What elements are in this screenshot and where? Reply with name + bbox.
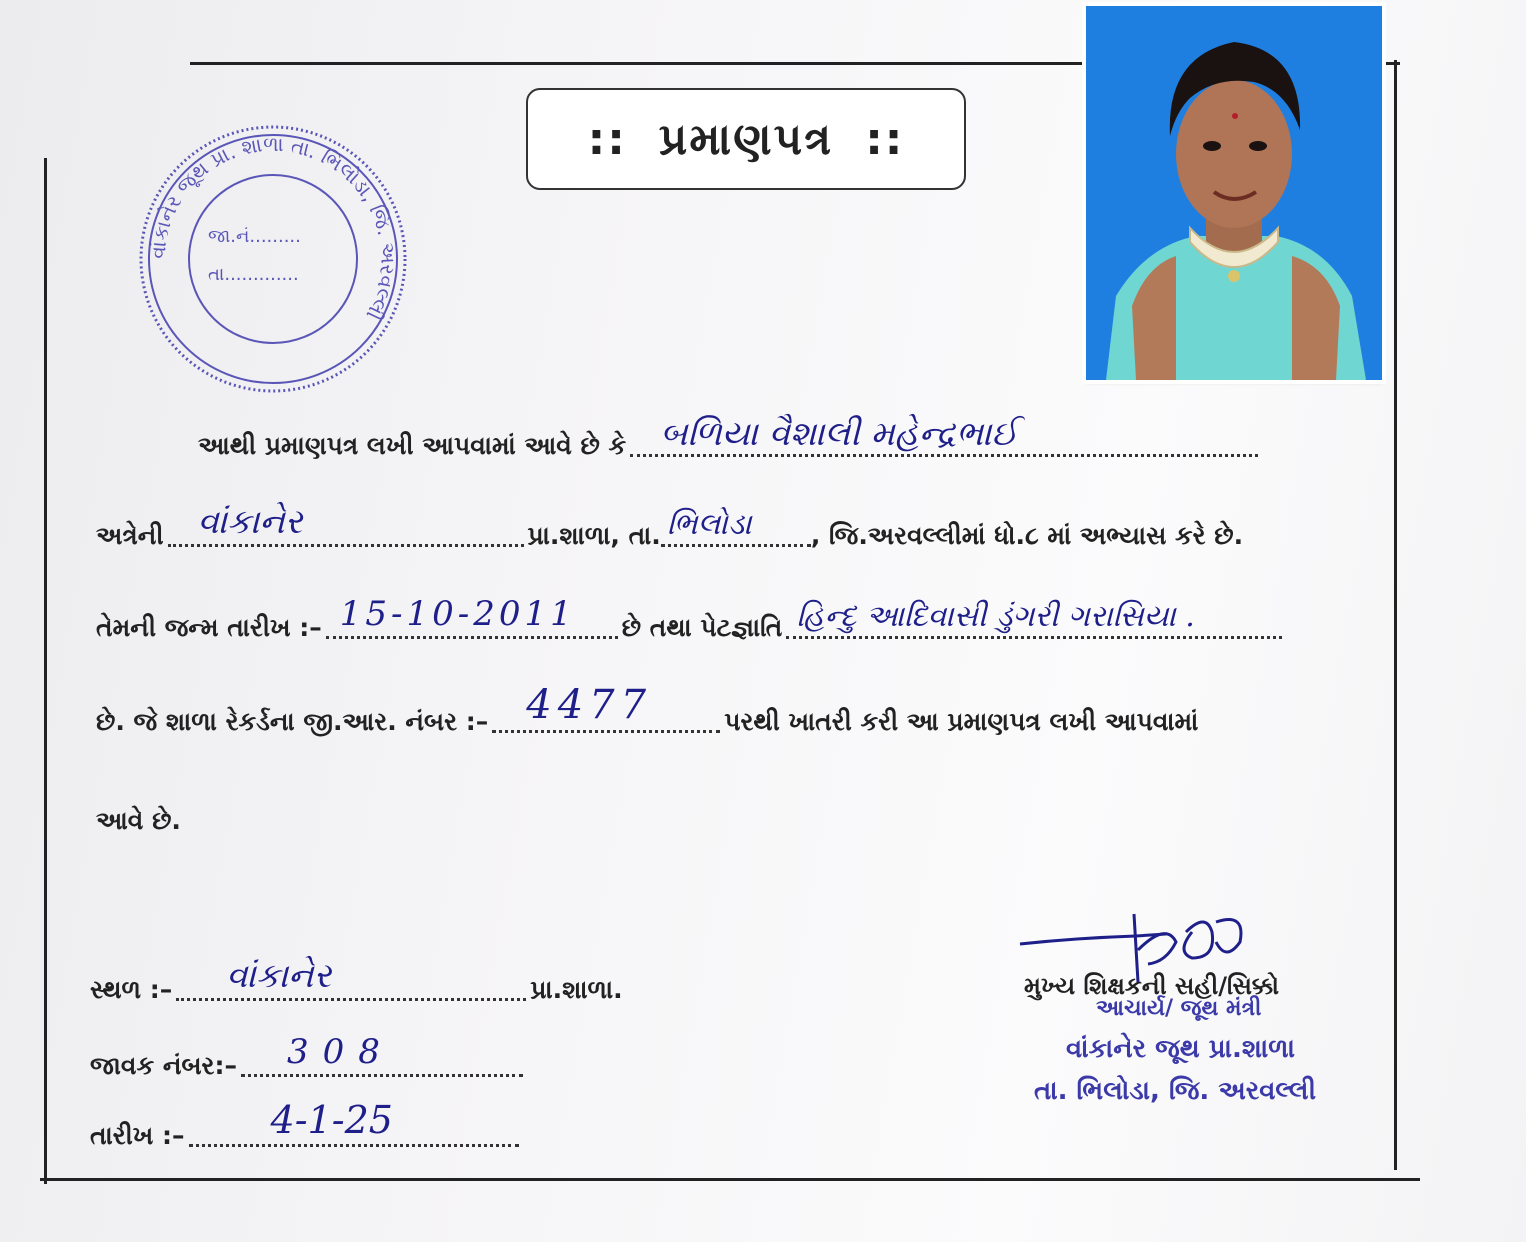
date: 4-1-25 — [270, 1098, 393, 1142]
line3-mid: છે તથા પેટજ્ઞાતિ — [621, 613, 783, 642]
line-3 — [96, 594, 1286, 643]
stamp-line-1: આચાર્ય/ જૂથ મંત્રી — [1096, 996, 1262, 1021]
outward-number: 308 — [286, 1032, 394, 1072]
line-5 — [96, 806, 181, 836]
line3-label: તેમની જન્મ તારીખ :– — [96, 613, 322, 642]
outward-field — [241, 1032, 523, 1077]
seal-line-2: તા............. — [208, 264, 299, 285]
student-photo — [1086, 6, 1382, 380]
line-4 — [96, 682, 1199, 737]
date-line — [90, 1098, 523, 1151]
headmaster-text: મુખ્ય શિક્ષકની સહી/સિક્કો — [1024, 972, 1280, 1000]
birth-date: 15-10-2011 — [339, 594, 576, 634]
taluka-field — [661, 507, 811, 547]
stamp-line-2: વાંકાનેર જૂથ પ્રા.શાળા — [1066, 1034, 1295, 1064]
line-2 — [96, 502, 1244, 551]
stamp-line-3: તા. ભિલોડા, જિ. અરવલ્લી — [1034, 1076, 1317, 1106]
line5-text: આવે છે. — [96, 806, 181, 835]
line4-label: છે. જે શાળા રેકર્ડના જી.આર. નંબર :– — [96, 707, 489, 736]
line1-label: આથી પ્રમાણપત્ર લખી આપવામાં આવે છે કે — [198, 431, 627, 460]
place-label: સ્થળ :– — [90, 975, 173, 1004]
date-field — [189, 1098, 519, 1147]
place-suffix: પ્રા.શાળા. — [530, 975, 623, 1004]
line2-end: , જિ.અરવલ્લીમાં ધો.૮ માં અભ્યાસ કરે છે. — [810, 521, 1244, 550]
seal-text: વાંકાનેર જૂથ પ્રા. શાળા તા. ભિલોડા, જિ. અરવલ્લી — [145, 131, 401, 324]
outward-label: જાવક નંબર:– — [90, 1051, 237, 1080]
certificate-title — [526, 88, 966, 190]
title-prefix: :: — [587, 113, 627, 165]
frame-bottom — [40, 1178, 1420, 1181]
school-name: વાંકાનેર — [197, 502, 303, 542]
student-name-field — [630, 414, 1258, 457]
title-suffix: :: — [865, 113, 905, 165]
student-name: બળિયા વૈશાલી મહેન્દ્રભાઈ — [660, 414, 1018, 454]
place: વાંકાનેર — [226, 956, 332, 996]
birth-date-field — [326, 594, 618, 639]
line2-mid: પ્રા.શાળા, તા. — [527, 521, 661, 550]
school-name-field — [168, 502, 524, 547]
place-field — [176, 956, 526, 1001]
school-seal-icon — [136, 122, 410, 396]
taluka: ભિલોડા — [666, 507, 752, 542]
line4-end: પરથી ખાતરી કરી આ પ્રમાણપત્ર લખી આપવામાં — [724, 707, 1199, 736]
date-label: તારીખ :– — [90, 1121, 185, 1150]
caste-field — [786, 599, 1282, 639]
outward-line — [90, 1032, 527, 1081]
gr-number: 4477 — [526, 682, 653, 728]
student-photo-icon — [1086, 6, 1382, 380]
line-1 — [198, 414, 1262, 461]
signature-icon — [1016, 902, 1266, 992]
gr-number-field — [492, 682, 720, 733]
line2-label: અત્રેની — [96, 521, 164, 550]
frame-left — [44, 158, 47, 1184]
place-line — [90, 956, 623, 1005]
seal-line-1: જા.નં......... — [208, 226, 301, 247]
title-text: પ્રમાણપત્ર — [658, 113, 834, 165]
caste: હિન્દુ આદિવાસી ડુંગરી ગરાસિયા . — [796, 599, 1195, 634]
frame-right — [1394, 60, 1397, 1170]
